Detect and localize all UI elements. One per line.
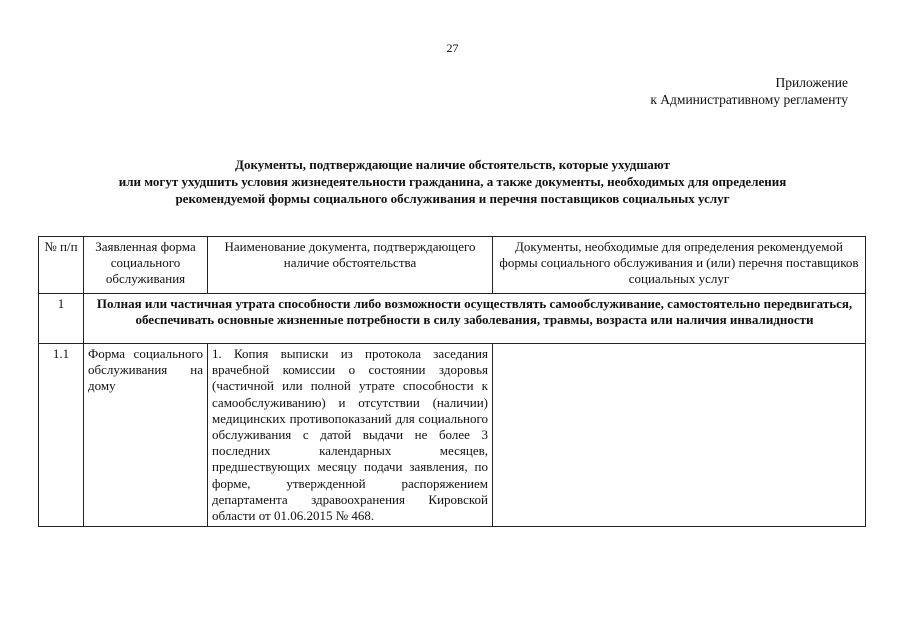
document-title <box>40 156 865 207</box>
table-row <box>39 344 866 527</box>
section-row <box>39 294 866 344</box>
title-line-3: рекомендуемой формы социального обслуживания и перечня поставщиков социальных услуг <box>175 191 730 206</box>
row-document: 1. Копия выписки из протокола заседания врачебной комиссии о состоянии здоровья (частичной или полной утрате способности к самообслуживанию) и отсутствии (наличии) медицинских противопоказаний для социального обслуживания с датой выдачи не более 3 последних календарных месяцев, предшествующих месяцу подачи заявления, по форме, утвержденной распоряжением департамента здравоохранения Кировской области от 01.06.2015 № 468. <box>208 344 493 527</box>
header-needed-documents: Документы, необходимые для определения рекомендуемой формы социального обслуживания и (или) перечня поставщиков социальных услуг <box>493 237 866 294</box>
page-number: 27 <box>446 41 459 55</box>
appendix-note <box>650 74 848 108</box>
table-header-row <box>39 237 866 294</box>
row-needed-documents <box>493 344 866 527</box>
appendix-line-2: к Административному регламенту <box>650 92 848 107</box>
header-document: Наименование документа, подтверждающего наличие обстоятельства <box>208 237 493 294</box>
row-number: 1.1 <box>39 344 84 527</box>
row-form: Форма социального обслуживания на дому <box>84 344 208 527</box>
appendix-line-1: Приложение <box>775 75 848 90</box>
section-number: 1 <box>39 294 84 344</box>
title-line-1: Документы, подтверждающие наличие обстоятельств, которые ухудшают <box>235 157 670 172</box>
title-line-2: или могут ухудшить условия жизнедеятельности гражданина, а также документы, необходимых для определения <box>118 174 787 189</box>
documents-table <box>38 236 866 527</box>
header-form: Заявленная форма социального обслуживания <box>84 237 208 294</box>
section-title: Полная или частичная утрата способности либо возможности осуществлять самообслуживание, самостоятельно передвигаться, обеспечивать основные жизненные потребности в силу заболевания, травмы, возраста или наличия инвалидности <box>84 294 866 344</box>
header-num: № п/п <box>39 237 84 294</box>
